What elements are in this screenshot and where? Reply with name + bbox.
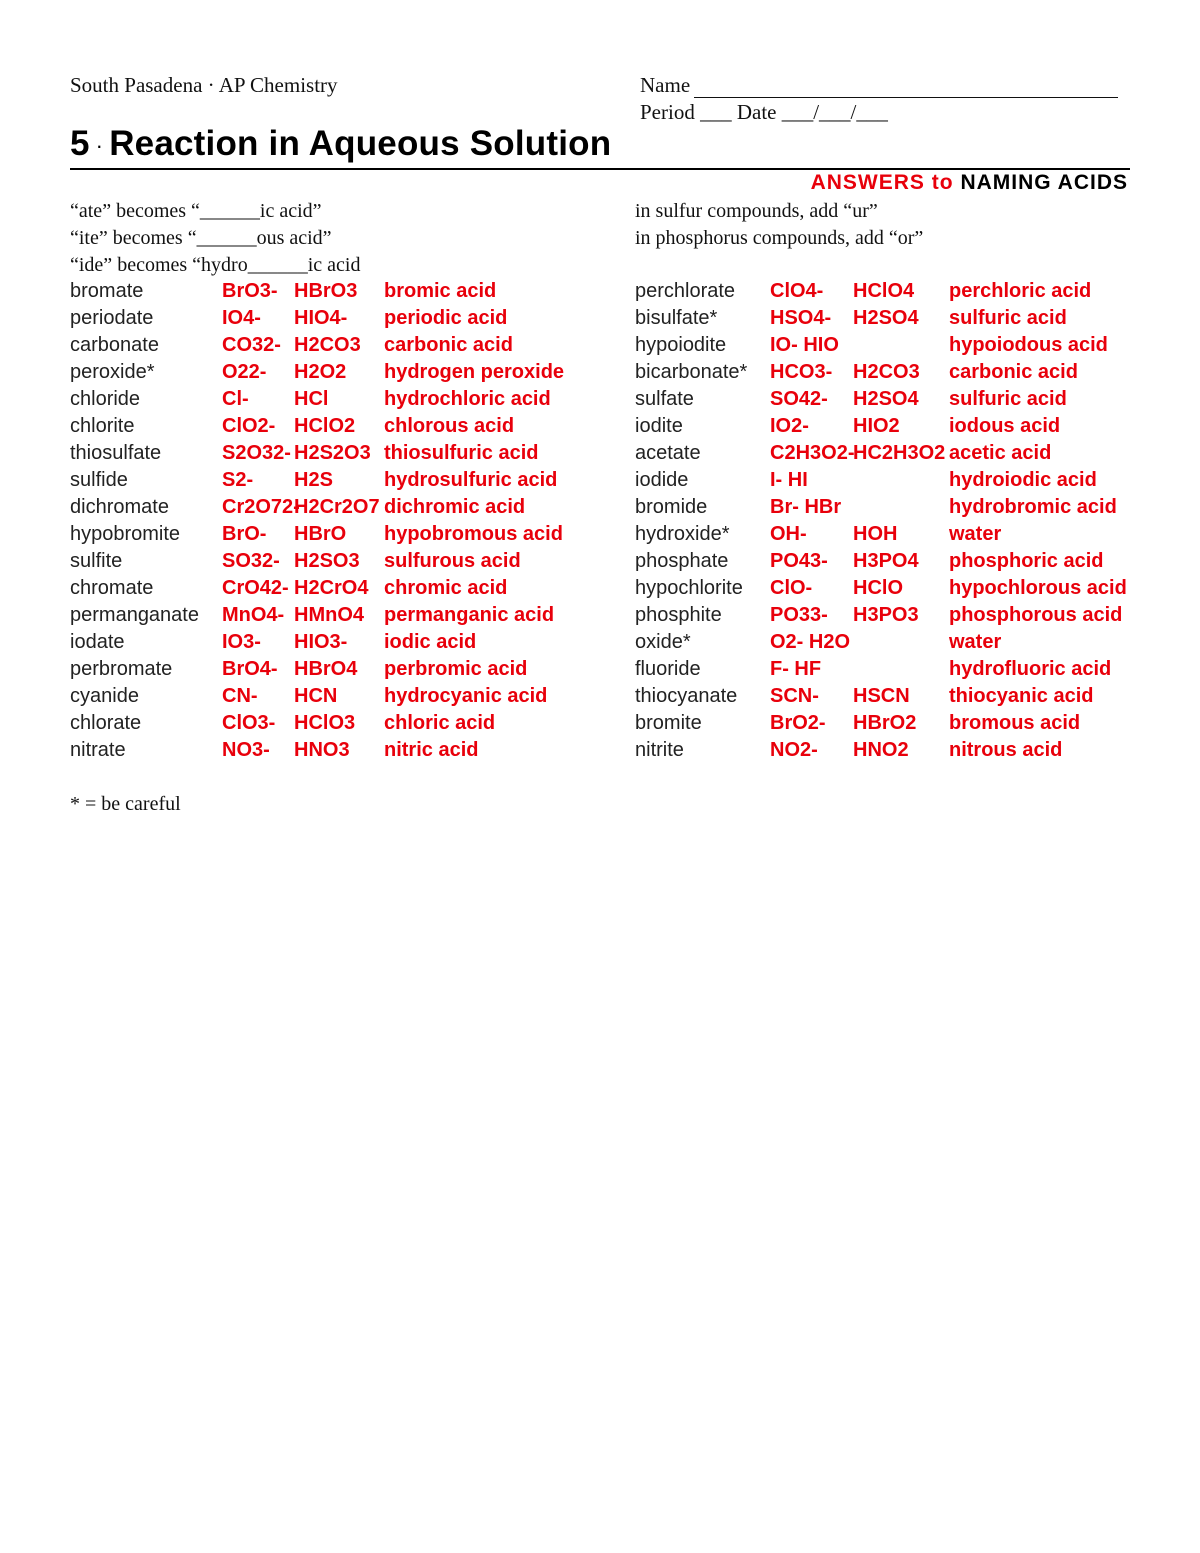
cell-ion: bromite — [635, 712, 702, 734]
cell-acid: H3PO4 — [853, 550, 919, 572]
answers-heading-red: ANSWERS to — [810, 171, 954, 194]
cell-formula: S2- — [222, 469, 254, 491]
cell-formula: SCN- — [770, 685, 819, 707]
cell-name: nitrous acid — [949, 739, 1063, 761]
table-row — [635, 334, 1195, 361]
cell-ion: dichromate — [70, 496, 169, 518]
cell-acid: H2CO3 — [853, 361, 920, 383]
cell-name: hydrofluoric acid — [949, 658, 1112, 680]
cell-name: chlorous acid — [384, 415, 515, 437]
cell-formula: Cr2O72- — [222, 496, 300, 518]
cell-name: sulfurous acid — [384, 550, 521, 572]
table-row — [635, 307, 1195, 334]
table-row — [70, 577, 630, 604]
cell-acid: HMnO4 — [294, 604, 364, 626]
cell-ion: bicarbonate* — [635, 361, 748, 383]
cell-name: hydrobromic acid — [949, 496, 1117, 518]
cell-formula: OH- — [770, 523, 807, 545]
cell-formula: PO43- — [770, 550, 828, 572]
cell-ion: iodate — [70, 631, 125, 653]
cell-formula: PO33- — [770, 604, 828, 626]
cell-name: carbonic acid — [949, 361, 1078, 383]
cell-acid: H2SO3 — [294, 550, 360, 572]
cell-ion: hypobromite — [70, 523, 181, 545]
table-row — [635, 280, 1195, 307]
cell-acid: HBrO2 — [853, 712, 917, 734]
cell-ion: phosphite — [635, 604, 722, 626]
cell-name: hypochlorous acid — [949, 577, 1127, 599]
cell-formula: IO2- — [770, 415, 809, 437]
cell-ion: iodide — [635, 469, 689, 491]
cell-name: thiosulfuric acid — [384, 442, 539, 464]
cell-ion: cyanide — [70, 685, 139, 707]
cell-acid: HOH — [853, 523, 898, 545]
cell-ion: carbonate — [70, 334, 159, 356]
cell-acid: HCN — [294, 685, 338, 707]
cell-formula: ClO2- — [222, 415, 276, 437]
cell-name: permanganic acid — [384, 604, 555, 626]
table-row — [70, 685, 630, 712]
cell-ion: chlorite — [70, 415, 135, 437]
cell-acid: H2CO3 — [294, 334, 361, 356]
cell-ion: perbromate — [70, 658, 173, 680]
cell-formula: F- HF — [770, 658, 822, 680]
cell-ion: phosphate — [635, 550, 729, 572]
cell-formula: IO4- — [222, 307, 261, 329]
cell-acid: H2S2O3 — [294, 442, 371, 464]
table-row — [635, 550, 1195, 577]
cell-acid: H2SO4 — [853, 307, 919, 329]
cell-acid: HBrO4 — [294, 658, 358, 680]
cell-name: perbromic acid — [384, 658, 528, 680]
table-row — [635, 712, 1195, 739]
page-title — [70, 124, 611, 164]
cell-name: carbonic acid — [384, 334, 513, 356]
table-row — [635, 577, 1195, 604]
cell-ion: bromide — [635, 496, 708, 518]
cell-name: thiocyanic acid — [949, 685, 1094, 707]
cell-formula: ClO4- — [770, 280, 824, 302]
cell-formula: SO42- — [770, 388, 828, 410]
title-text: Reaction in Aqueous Solution — [109, 124, 612, 163]
table-row — [635, 739, 1195, 766]
cell-name: hydroiodic acid — [949, 469, 1097, 491]
rule-ide: “ide” becomes “hydro______ic acid — [70, 254, 361, 276]
cell-name: chloric acid — [384, 712, 496, 734]
table-row — [70, 604, 630, 631]
table-row — [70, 550, 630, 577]
answers-heading-black: NAMING ACIDS — [960, 171, 1128, 194]
name-field — [640, 73, 1118, 98]
table-row — [70, 658, 630, 685]
cell-ion: sulfate — [635, 388, 694, 410]
cell-name: nitric acid — [384, 739, 479, 761]
rule-phosphorus: in phosphorus compounds, add “or” — [635, 227, 924, 249]
cell-acid: HClO3 — [294, 712, 356, 734]
cell-name: chromic acid — [384, 577, 508, 599]
cell-name: hypoiodous acid — [949, 334, 1108, 356]
cell-formula: SO32- — [222, 550, 280, 572]
cell-name: bromous acid — [949, 712, 1081, 734]
cell-formula: C2H3O2- — [770, 442, 855, 464]
cell-acid: HClO — [853, 577, 903, 599]
table-row — [635, 496, 1195, 523]
cell-formula: BrO2- — [770, 712, 826, 734]
cell-formula: BrO3- — [222, 280, 278, 302]
cell-formula: IO3- — [222, 631, 261, 653]
title-dot: · — [95, 132, 104, 158]
cell-acid: HNO2 — [853, 739, 909, 761]
cell-ion: iodite — [635, 415, 683, 437]
table-row — [70, 361, 630, 388]
cell-ion: perchlorate — [635, 280, 736, 302]
cell-acid: HSCN — [853, 685, 910, 707]
table-row — [635, 388, 1195, 415]
cell-ion: hypochlorite — [635, 577, 743, 599]
table-row — [635, 469, 1195, 496]
cell-ion: bromate — [70, 280, 144, 302]
cell-name: bromic acid — [384, 280, 497, 302]
cell-acid: HClO2 — [294, 415, 356, 437]
cell-formula: BrO- — [222, 523, 267, 545]
title-divider — [70, 168, 1130, 170]
cell-ion: hydroxide* — [635, 523, 730, 545]
cell-acid: HBrO — [294, 523, 347, 545]
cell-ion: chloride — [70, 388, 141, 410]
cell-formula: ClO- — [770, 577, 813, 599]
cell-name: periodic acid — [384, 307, 508, 329]
cell-name: water — [949, 523, 1002, 545]
cell-acid: H2O2 — [294, 361, 347, 383]
cell-ion: acetate — [635, 442, 701, 464]
table-row — [70, 388, 630, 415]
cell-formula: HCO3- — [770, 361, 833, 383]
cell-acid: H2Cr2O7 — [294, 496, 380, 518]
cell-name: hydrochloric acid — [384, 388, 551, 410]
cell-name: sulfuric acid — [949, 307, 1067, 329]
cell-name: hypobromous acid — [384, 523, 563, 545]
cell-name: iodous acid — [949, 415, 1061, 437]
footnote: * = be careful — [70, 793, 181, 815]
table-row — [635, 685, 1195, 712]
cell-name: acetic acid — [949, 442, 1052, 464]
cell-formula: S2O32- — [222, 442, 291, 464]
rule-ate: “ate” becomes “______ic acid” — [70, 200, 322, 222]
cell-acid: HIO4- — [294, 307, 348, 329]
table-row — [70, 712, 630, 739]
cell-formula: CO32- — [222, 334, 281, 356]
table-row — [70, 334, 630, 361]
table-row — [70, 523, 630, 550]
table-row — [635, 631, 1195, 658]
cell-ion: thiosulfate — [70, 442, 162, 464]
table-row — [70, 496, 630, 523]
cell-acid: HNO3 — [294, 739, 350, 761]
cell-ion: bisulfate* — [635, 307, 718, 329]
cell-acid: HIO3- — [294, 631, 348, 653]
cell-formula: BrO4- — [222, 658, 278, 680]
cell-ion: thiocyanate — [635, 685, 738, 707]
cell-acid: H2CrO4 — [294, 577, 369, 599]
title-number: 5 — [70, 124, 90, 163]
cell-formula: MnO4- — [222, 604, 285, 626]
table-row — [70, 280, 630, 307]
cell-name: perchloric acid — [949, 280, 1092, 302]
cell-name: phosphorous acid — [949, 604, 1123, 626]
cell-name: water — [949, 631, 1002, 653]
table-row — [70, 469, 630, 496]
cell-ion: permanganate — [70, 604, 199, 626]
cell-formula: ClO3- — [222, 712, 276, 734]
rule-sulfur: in sulfur compounds, add “ur” — [635, 200, 878, 222]
cell-ion: fluoride — [635, 658, 701, 680]
cell-ion: nitrite — [635, 739, 684, 761]
cell-name: hydrocyanic acid — [384, 685, 548, 707]
cell-formula: I- HI — [770, 469, 808, 491]
table-row — [635, 604, 1195, 631]
cell-name: iodic acid — [384, 631, 477, 653]
cell-formula: NO2- — [770, 739, 818, 761]
table-row — [635, 361, 1195, 388]
cell-ion: oxide* — [635, 631, 691, 653]
table-row — [70, 442, 630, 469]
period-date-field: Period ___ Date ___/___/___ — [640, 100, 888, 124]
cell-formula: Br- HBr — [770, 496, 842, 518]
cell-acid: HCl — [294, 388, 329, 410]
cell-formula: CN- — [222, 685, 258, 707]
table-row — [635, 658, 1195, 685]
cell-ion: periodate — [70, 307, 154, 329]
cell-acid: HC2H3O2 — [853, 442, 946, 464]
table-row — [635, 415, 1195, 442]
cell-name: phosphoric acid — [949, 550, 1104, 572]
cell-formula: O22- — [222, 361, 267, 383]
table-row — [635, 442, 1195, 469]
cell-formula: IO- HIO — [770, 334, 839, 356]
table-row — [70, 307, 630, 334]
name-blank — [694, 77, 1118, 98]
cell-acid: HClO4 — [853, 280, 915, 302]
cell-ion: hypoiodite — [635, 334, 727, 356]
cell-name: hydrogen peroxide — [384, 361, 565, 383]
table-row — [70, 739, 630, 766]
cell-ion: chromate — [70, 577, 154, 599]
cell-acid: H3PO3 — [853, 604, 919, 626]
cell-formula: O2- H2O — [770, 631, 851, 653]
cell-ion: sulfite — [70, 550, 123, 572]
cell-name: sulfuric acid — [949, 388, 1067, 410]
school-course-label: South Pasadena · AP Chemistry — [70, 73, 338, 97]
table-row — [70, 415, 630, 442]
cell-formula: Cl- — [222, 388, 249, 410]
cell-acid: H2SO4 — [853, 388, 919, 410]
rule-ite: “ite” becomes “______ous acid” — [70, 227, 332, 249]
answers-heading — [811, 171, 1128, 195]
cell-name: dichromic acid — [384, 496, 526, 518]
cell-acid: HIO2 — [853, 415, 900, 437]
cell-formula: NO3- — [222, 739, 270, 761]
table-row — [70, 631, 630, 658]
cell-acid: HBrO3 — [294, 280, 358, 302]
cell-ion: nitrate — [70, 739, 126, 761]
name-label: Name — [640, 73, 691, 97]
cell-name: hydrosulfuric acid — [384, 469, 558, 491]
cell-formula: CrO42- — [222, 577, 289, 599]
cell-formula: HSO4- — [770, 307, 832, 329]
cell-ion: sulfide — [70, 469, 128, 491]
table-row — [635, 523, 1195, 550]
cell-ion: chlorate — [70, 712, 142, 734]
cell-acid: H2S — [294, 469, 333, 491]
cell-ion: peroxide* — [70, 361, 155, 383]
